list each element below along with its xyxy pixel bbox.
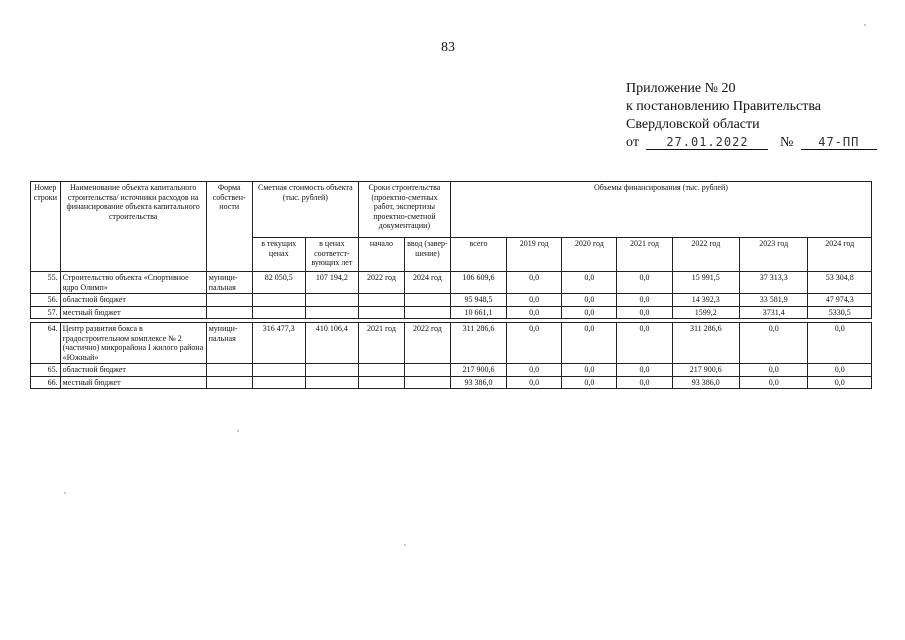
row-number: 64. (31, 323, 61, 364)
start-year (358, 306, 404, 319)
scan-speck (64, 492, 66, 494)
scan-speck (237, 430, 239, 432)
appendix-date-number (626, 134, 886, 152)
header-total: всего (450, 238, 506, 272)
header-estimate: Сметная стоимость объекта (тыс. рублей) (252, 182, 358, 238)
resolution-date: 27.01.2022 (646, 135, 768, 150)
funding-2024: 0,0 (808, 364, 872, 377)
funding-2021: 0,0 (617, 272, 672, 294)
page-number: 83 (441, 40, 455, 55)
start-year (358, 294, 404, 307)
row-number: 65. (31, 364, 61, 377)
table-row (31, 306, 872, 319)
scan-speck (404, 544, 406, 546)
cost-year-prices: 107 194,2 (305, 272, 358, 294)
appendix-header (626, 80, 886, 152)
cost-year-prices (305, 364, 358, 377)
scan-speck (864, 24, 866, 26)
funding-2024: 0,0 (808, 376, 872, 389)
cost-current-prices (252, 376, 305, 389)
start-year: 2021 год (358, 323, 404, 364)
funding-2024: 53 304,8 (808, 272, 872, 294)
funding-2019: 0,0 (507, 376, 562, 389)
table-row (31, 376, 872, 389)
header-2019: 2019 год (507, 238, 562, 272)
object-name: Центр развития бокса в градостроительном комплексе № 2 (частично) микрорайона I жилого района «Южный» (60, 323, 206, 364)
object-name: областной бюджет (60, 294, 206, 307)
ownership: муници-пальная (206, 272, 252, 294)
financing-table (30, 181, 872, 389)
funding-2021: 0,0 (617, 323, 672, 364)
row-number: 55. (31, 272, 61, 294)
header-object-name: Наименование объекта капитального строительства/ источники расходов на финансирование объекта капитального строительства (60, 182, 206, 272)
header-commissioning: ввод (завер-шение) (404, 238, 450, 272)
funding-2020: 0,0 (562, 364, 617, 377)
funding-2022: 93 386,0 (672, 376, 739, 389)
table-row (31, 294, 872, 307)
object-name: Строительство объекта «Спортивное ядро Олимп» (60, 272, 206, 294)
funding-2021: 0,0 (617, 376, 672, 389)
funding-2023: 3731,4 (740, 306, 808, 319)
funding-2022: 14 392,3 (672, 294, 739, 307)
header-2023: 2023 год (740, 238, 808, 272)
end-year (404, 364, 450, 377)
funding-2024: 5330,5 (808, 306, 872, 319)
ownership (206, 364, 252, 377)
appendix-resolution: к постановлению Правительства (626, 99, 822, 114)
funding-2023: 37 313,3 (740, 272, 808, 294)
row-number: 66. (31, 376, 61, 389)
cost-year-prices (305, 294, 358, 307)
header-2020: 2020 год (562, 238, 617, 272)
funding-2019: 0,0 (507, 272, 562, 294)
funding-2023: 0,0 (740, 376, 808, 389)
funding-2023: 0,0 (740, 323, 808, 364)
start-year: 2022 год (358, 272, 404, 294)
header-row-number: Номер строки (31, 182, 61, 272)
funding-2020: 0,0 (562, 306, 617, 319)
table-row (31, 323, 872, 364)
object-name: областной бюджет (60, 364, 206, 377)
end-year: 2024 год (404, 272, 450, 294)
cost-year-prices: 410 106,4 (305, 323, 358, 364)
funding-total: 95 948,5 (450, 294, 506, 307)
end-year (404, 294, 450, 307)
appendix-region: Свердловской области (626, 117, 760, 132)
cost-current-prices: 316 477,3 (252, 323, 305, 364)
funding-2019: 0,0 (507, 294, 562, 307)
end-year (404, 306, 450, 319)
table-row (31, 272, 872, 294)
header-ownership: Форма собствен-ности (206, 182, 252, 272)
funding-2020: 0,0 (562, 323, 617, 364)
funding-2024: 0,0 (808, 323, 872, 364)
number-label: № (779, 135, 794, 150)
row-number: 56. (31, 294, 61, 307)
funding-2019: 0,0 (507, 364, 562, 377)
funding-2020: 0,0 (562, 272, 617, 294)
row-number: 57. (31, 306, 61, 319)
funding-2021: 0,0 (617, 364, 672, 377)
funding-2022: 1599,2 (672, 306, 739, 319)
header-current-prices: в текущих ценах (252, 238, 305, 272)
funding-total: 217 900,6 (450, 364, 506, 377)
funding-2021: 0,0 (617, 294, 672, 307)
header-2021: 2021 год (617, 238, 672, 272)
cost-current-prices: 82 050,5 (252, 272, 305, 294)
funding-total: 311 286,6 (450, 323, 506, 364)
funding-2022: 311 286,6 (672, 323, 739, 364)
header-2022: 2022 год (672, 238, 739, 272)
table-row (31, 364, 872, 377)
funding-2022: 15 991,5 (672, 272, 739, 294)
end-year (404, 376, 450, 389)
object-name: местный бюджет (60, 376, 206, 389)
start-year (358, 376, 404, 389)
funding-total: 93 386,0 (450, 376, 506, 389)
header-funding: Объемы финансирования (тыс. рублей) (450, 182, 871, 238)
funding-2020: 0,0 (562, 294, 617, 307)
funding-total: 10 661,1 (450, 306, 506, 319)
funding-2022: 217 900,6 (672, 364, 739, 377)
funding-2019: 0,0 (507, 323, 562, 364)
funding-2019: 0,0 (507, 306, 562, 319)
funding-total: 106 609,6 (450, 272, 506, 294)
ownership: муници-пальная (206, 323, 252, 364)
ownership (206, 376, 252, 389)
ownership (206, 306, 252, 319)
funding-2024: 47 974,3 (808, 294, 872, 307)
ownership (206, 294, 252, 307)
funding-2023: 33 581,9 (740, 294, 808, 307)
object-name: местный бюджет (60, 306, 206, 319)
cost-current-prices (252, 294, 305, 307)
from-label: от (626, 135, 639, 150)
header-start: начало (358, 238, 404, 272)
header-year-prices: в ценах соответст-вующих лет (305, 238, 358, 272)
resolution-number: 47-ПП (801, 135, 877, 150)
funding-2021: 0,0 (617, 306, 672, 319)
cost-year-prices (305, 306, 358, 319)
end-year: 2022 год (404, 323, 450, 364)
header-terms: Сроки строительства (проектно-сметных работ, экспертизы проектно-сметной документации) (358, 182, 450, 238)
funding-2020: 0,0 (562, 376, 617, 389)
cost-current-prices (252, 306, 305, 319)
appendix-title: Приложение № 20 (626, 81, 736, 96)
cost-year-prices (305, 376, 358, 389)
cost-current-prices (252, 364, 305, 377)
start-year (358, 364, 404, 377)
header-2024: 2024 год (808, 238, 872, 272)
funding-2023: 0,0 (740, 364, 808, 377)
